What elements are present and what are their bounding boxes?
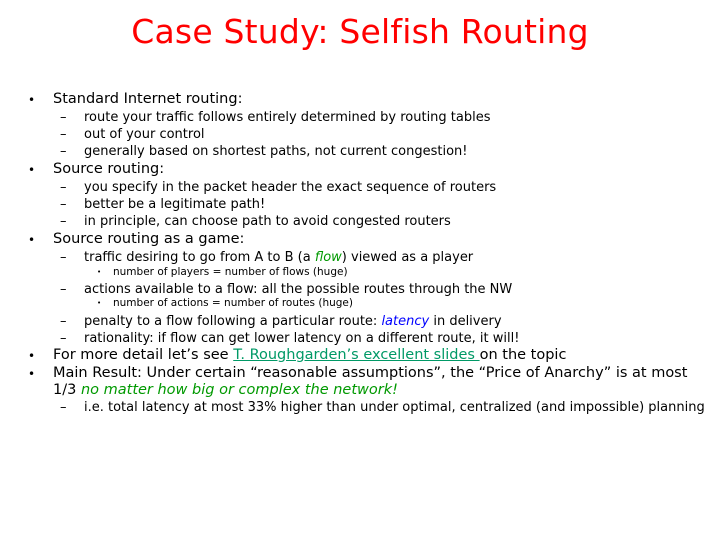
dash-icon: – [60,400,67,415]
sub-sub-item: number of players = number of flows (huge) [113,266,348,278]
bullet-icon: • [28,349,36,363]
dash-icon: – [60,282,67,297]
sub-item: generally based on shortest paths, not current congestion! [84,144,468,159]
bullet-icon: • [28,163,36,177]
sub-item: better be a legitimate path! [84,197,266,212]
dash-icon: – [60,127,67,142]
main-result-line2: 1/3 no matter how big or complex the network! [53,382,398,398]
dash-icon: – [60,331,67,346]
sub-item: route your traffic follows entirely determined by routing tables [84,110,491,125]
dash-icon: – [60,250,67,265]
latency-term: latency [381,314,430,329]
sub-item: out of your control [84,127,205,142]
sub-item-latency: penalty to a flow following a particular route: latency in delivery [84,314,502,329]
dash-icon: – [60,180,67,195]
bullet-icon: • [28,93,36,107]
dash-icon: – [60,197,67,212]
dash-icon: – [60,314,67,329]
sub-sub-item: number of actions = number of routes (huge) [113,297,353,309]
bullet-icon: • [28,233,36,247]
sub-item: in principle, can choose path to avoid congested routers [84,214,451,229]
bullet-source-routing: Source routing: [53,161,165,177]
sub-item: you specify in the packet header the exact sequence of routers [84,180,497,195]
flow-term: flow [314,250,342,265]
bullet-main-result: Main Result: Under certain “reasonable assumptions”, the “Price of Anarchy” is at most [53,365,688,381]
sub-item: i.e. total latency at most 33% higher than under optimal, centralized (and impossible) planning [84,400,705,415]
bullet-standard-routing: Standard Internet routing: [53,91,243,107]
sub-item: rationality: if flow can get lower latency on a different route, it will! [84,331,520,346]
sub-item: actions available to a flow: all the possible routes through the NW [84,282,513,297]
bullet-icon: • [97,299,102,307]
sub-item-flow: traffic desiring to go from A to B (a flow) viewed as a player [84,250,474,265]
page-title: Case Study: Selfish Routing [131,12,589,51]
roughgarden-slides-link[interactable]: T. Roughgarden’s excellent slides [233,347,480,363]
dash-icon: – [60,214,67,229]
bullet-icon: • [28,367,36,381]
dash-icon: – [60,110,67,125]
dash-icon: – [60,144,67,159]
bullet-more-detail: For more detail let’s see T. Roughgarden’s excellent slides on the topic [53,347,567,363]
bullet-icon: • [97,268,102,276]
emphasis-text: no matter how big or complex the network! [80,382,398,398]
bullet-source-routing-game: Source routing as a game: [53,231,245,247]
